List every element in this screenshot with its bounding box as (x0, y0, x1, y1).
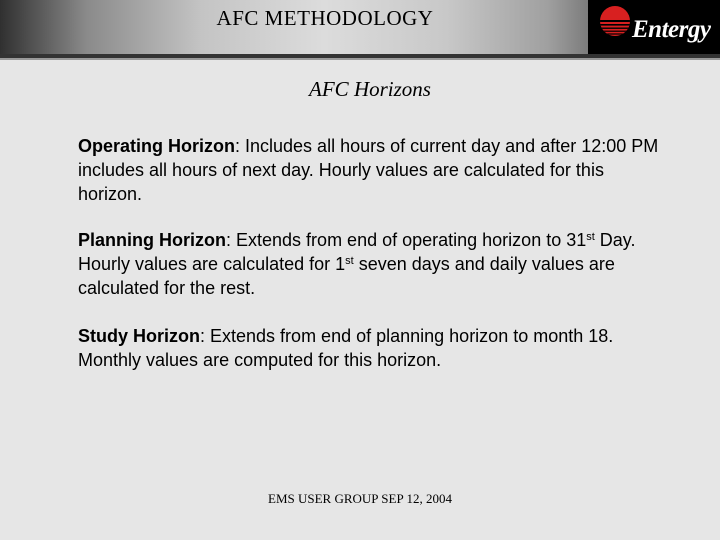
ordinal-suffix: st (345, 255, 354, 267)
sun-logo-icon (598, 4, 632, 46)
study-horizon-paragraph: Study Horizon: Extends from end of planning horizon to month 18. Monthly values are computed for this horizon. (78, 326, 614, 370)
operating-horizon-text: Includes all hours of current day and after 12:00 PM includes all hours of next day. Hourly values are calculated for this horizon. (78, 136, 659, 204)
header-divider-shadow (0, 58, 720, 60)
planning-horizon-paragraph: Planning Horizon: Extends from end of operating horizon to 31st Day. Hourly values are calculated for 1st seven days and daily values are calculated for the rest. (78, 230, 636, 298)
header-title: AFC METHODOLOGY (216, 6, 434, 30)
study-horizon-text: Extends from end of planning horizon to month 18. Monthly values are computed for this horizon. (78, 326, 614, 370)
entergy-logo (588, 0, 720, 54)
slide-footer: EMS USER GROUP SEP 12, 2004 (268, 491, 452, 506)
planning-horizon-text: Extends from end of operating horizon to 31 (231, 230, 587, 250)
planning-horizon-term: Planning Horizon (78, 230, 226, 250)
operating-horizon-paragraph: Operating Horizon: Includes all hours of current day and after 12:00 PM includes all hours of next day. Hourly values are calculated for this horizon. (78, 136, 659, 204)
slide-subtitle: AFC Horizons (309, 77, 431, 101)
ordinal-suffix: st (586, 231, 595, 243)
logo-wordmark: Entergy (632, 16, 711, 43)
operating-horizon-term: Operating Horizon (78, 136, 235, 156)
study-horizon-term: Study Horizon (78, 326, 200, 346)
